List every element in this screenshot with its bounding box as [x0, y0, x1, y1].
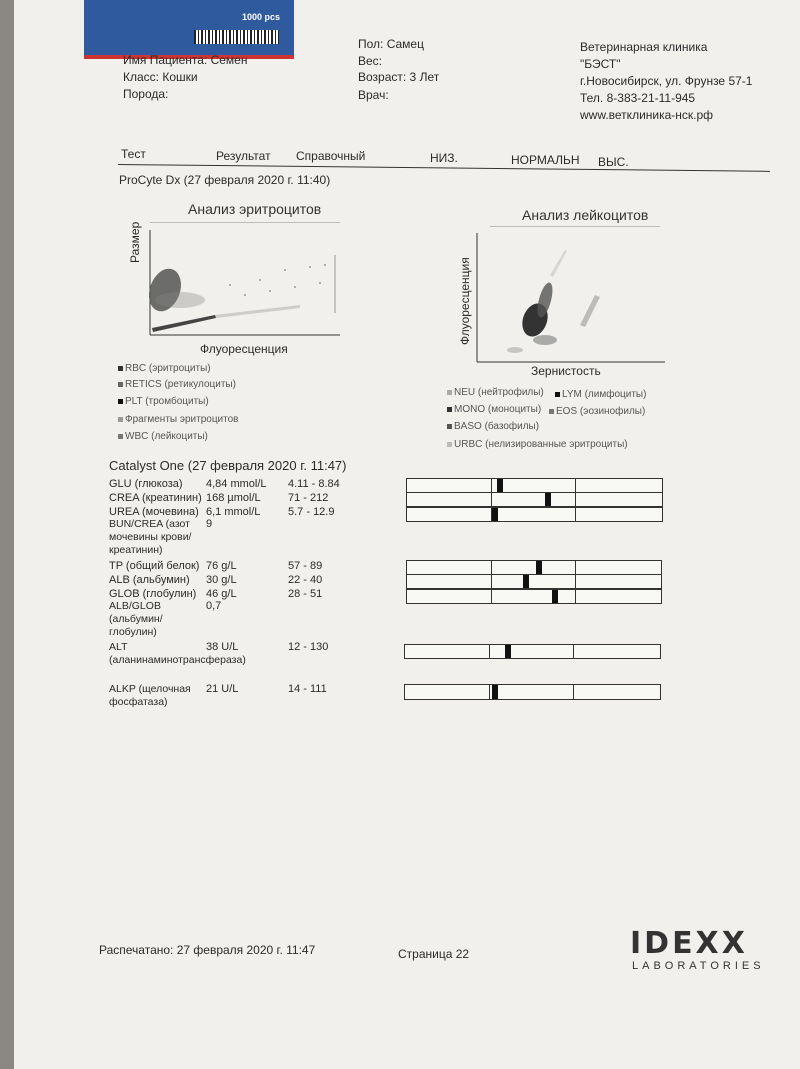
- range-bar: [406, 560, 662, 575]
- result-range: 4.11 - 8.84: [288, 478, 340, 490]
- range-marker: [545, 493, 551, 506]
- rbc-legend-item: [118, 363, 211, 374]
- rbc-chart-title: Анализ эритроцитов: [188, 201, 322, 217]
- range-marker: [536, 561, 542, 574]
- result-value: 38 U/L: [206, 641, 239, 653]
- range-divider: [575, 575, 576, 588]
- rbc-legend-item: [118, 431, 208, 442]
- result-test-name: ALKP (щелочная фосфатаза): [109, 683, 191, 708]
- legend-swatch: [447, 390, 452, 395]
- result-value: 0,7: [206, 600, 222, 612]
- range-divider: [573, 685, 574, 699]
- range-marker: [492, 508, 498, 521]
- result-test-name: GLU (глюкоза): [109, 478, 183, 490]
- clinic-line5: www.ветклиника-нск.рф: [580, 108, 714, 122]
- wbc-legend-item: [555, 389, 646, 400]
- result-range: 57 - 89: [288, 560, 323, 572]
- result-value: 76 g/L: [206, 560, 237, 572]
- legend-swatch: [447, 442, 452, 447]
- legend-swatch: [118, 434, 123, 439]
- rbc-xlabel: Флуоресценция: [200, 342, 288, 356]
- wbc-scatter-plot: [455, 225, 670, 365]
- result-range: 14 - 111: [288, 683, 327, 695]
- result-value: 168 µmol/L: [206, 492, 261, 504]
- result-range: 28 - 51: [288, 588, 323, 600]
- legend-swatch: [118, 366, 123, 371]
- rbc-legend-label: Фрагменты эритроцитов: [125, 414, 239, 425]
- range-marker: [505, 645, 511, 658]
- patient-weight: Вес:: [358, 54, 383, 68]
- result-test-name: BUN/CREA (азот мочевины крови/креатинин): [109, 518, 192, 556]
- procyte-title: ProCyte Dx (27 февраля 2020 г. 11:40): [119, 173, 331, 187]
- box-label: 1000 pcs: [241, 12, 280, 22]
- wbc-legend-label: NEU (нейтрофилы): [454, 387, 544, 398]
- legend-swatch: [447, 424, 452, 429]
- patient-class: Класс: Кошки: [123, 70, 198, 84]
- patient-doctor: Врач:: [358, 88, 389, 102]
- wbc-chart-title: Анализ лейкоцитов: [522, 207, 649, 223]
- wbc-legend-label: URBC (нелизированные эритроциты): [454, 439, 628, 450]
- barcode: [194, 30, 279, 44]
- wbc-legend-label: BASO (базофилы): [454, 421, 540, 432]
- range-divider: [575, 561, 576, 574]
- legend-swatch: [118, 417, 123, 422]
- range-divider: [491, 561, 492, 574]
- rbc-legend-label: WBC (лейкоциты): [125, 431, 208, 442]
- result-test-name: ALB/GLOB (альбумин/глобулин): [109, 600, 163, 638]
- wbc-legend-item: [447, 404, 541, 415]
- result-range: 22 - 40: [288, 574, 323, 586]
- rbc-legend-label: PLT (тромбоциты): [125, 396, 209, 407]
- wbc-legend-item: [447, 439, 628, 450]
- col-ref: Справочный: [296, 149, 366, 163]
- range-bar: [406, 589, 662, 604]
- range-divider: [575, 479, 576, 492]
- catalyst-title: Catalyst One (27 февраля 2020 г. 11:47): [109, 458, 347, 473]
- range-bar: [406, 507, 663, 522]
- legend-swatch: [447, 407, 452, 412]
- col-result: Результат: [216, 149, 271, 163]
- result-value: 4,84 mmol/L: [206, 478, 267, 490]
- legend-swatch: [118, 382, 123, 387]
- col-normal: НОРМАЛЬН: [511, 153, 580, 167]
- clinic-line3: г.Новосибирск, ул. Фрунзе 57-1: [580, 74, 753, 88]
- result-test-name: ALT (аланинаминотрансфераза): [109, 641, 246, 666]
- result-value: 9: [206, 518, 213, 530]
- rbc-ylabel: Размер: [128, 221, 142, 263]
- range-divider: [491, 590, 492, 603]
- range-marker: [497, 479, 503, 492]
- rbc-scatter-plot: [120, 225, 350, 355]
- range-divider: [575, 493, 576, 506]
- col-high: ВЫС.: [598, 155, 629, 169]
- wbc-legend-label: MONO (моноциты): [454, 404, 542, 415]
- range-divider: [489, 685, 490, 699]
- col-test: Тест: [121, 147, 146, 161]
- range-divider: [575, 590, 576, 603]
- range-bar: [406, 478, 663, 493]
- rbc-legend-item: [118, 379, 236, 390]
- wbc-ylabel: Флуоресценция: [458, 257, 472, 345]
- result-range: 71 - 212: [288, 492, 329, 504]
- idexx-logo: IDEXX: [630, 926, 748, 961]
- legend-swatch: [549, 409, 554, 414]
- result-value: 30 g/L: [206, 574, 237, 586]
- patient-age: Возраст: 3 Лет: [358, 70, 440, 84]
- rbc-legend-label: RBC (эритроциты): [125, 363, 211, 374]
- range-marker: [523, 575, 529, 588]
- wbc-legend-label: EOS (эозинофилы): [556, 406, 646, 417]
- page-number: Страница 22: [398, 947, 470, 961]
- range-divider: [489, 645, 490, 658]
- wbc-legend-label: LYM (лимфоциты): [562, 389, 647, 400]
- result-value: 46 g/L: [206, 588, 237, 600]
- result-range: 5.7 - 12.9: [288, 506, 335, 518]
- range-bar: [406, 492, 663, 507]
- range-marker: [552, 590, 558, 603]
- clinic-line2: "БЭСТ": [580, 57, 621, 71]
- range-marker: [492, 685, 498, 699]
- range-divider: [491, 493, 492, 506]
- range-bar: [406, 574, 662, 589]
- printed-date: Распечатано: 27 февраля 2020 г. 11:47: [99, 943, 316, 957]
- rbc-title-rule: [150, 222, 340, 223]
- patient-sex: Пол: Самец: [358, 37, 424, 51]
- wbc-legend-item: [447, 387, 544, 398]
- legend-swatch: [118, 399, 123, 404]
- range-divider: [575, 508, 576, 521]
- wbc-legend-item: [549, 406, 645, 417]
- result-test-name: CREA (креатинин): [109, 492, 202, 504]
- clinic-line4: Тел. 8-383-21-11-945: [580, 91, 696, 105]
- range-divider: [491, 575, 492, 588]
- idexx-logo-sub: LABORATORIES: [632, 960, 765, 972]
- range-bar: [404, 644, 661, 659]
- wbc-xlabel: Зернистость: [531, 364, 601, 378]
- result-range: 12 - 130: [288, 641, 329, 653]
- wbc-legend-item: [447, 421, 539, 432]
- col-low: НИЗ.: [430, 151, 458, 165]
- result-test-name: UREA (мочевина): [109, 506, 199, 518]
- range-divider: [491, 479, 492, 492]
- range-bar: [404, 684, 661, 700]
- reagent-box: [84, 0, 294, 59]
- result-value: 6,1 mmol/L: [206, 506, 261, 518]
- result-value: 21 U/L: [206, 683, 239, 695]
- result-test-name: TP (общий белок): [109, 560, 200, 572]
- rbc-legend-label: RETICS (ретикулоциты): [125, 379, 236, 390]
- result-test-name: ALB (альбумин): [109, 574, 190, 586]
- rbc-legend-item: [118, 396, 209, 407]
- rbc-legend-item: [118, 414, 239, 425]
- clinic-line1: Ветеринарная клиника: [580, 40, 708, 54]
- patient-name: Имя Пациента: Семен: [123, 53, 248, 67]
- range-divider: [573, 645, 574, 658]
- result-test-name: GLOB (глобулин): [109, 588, 197, 600]
- patient-breed: Порода:: [123, 87, 169, 101]
- legend-swatch: [555, 392, 560, 397]
